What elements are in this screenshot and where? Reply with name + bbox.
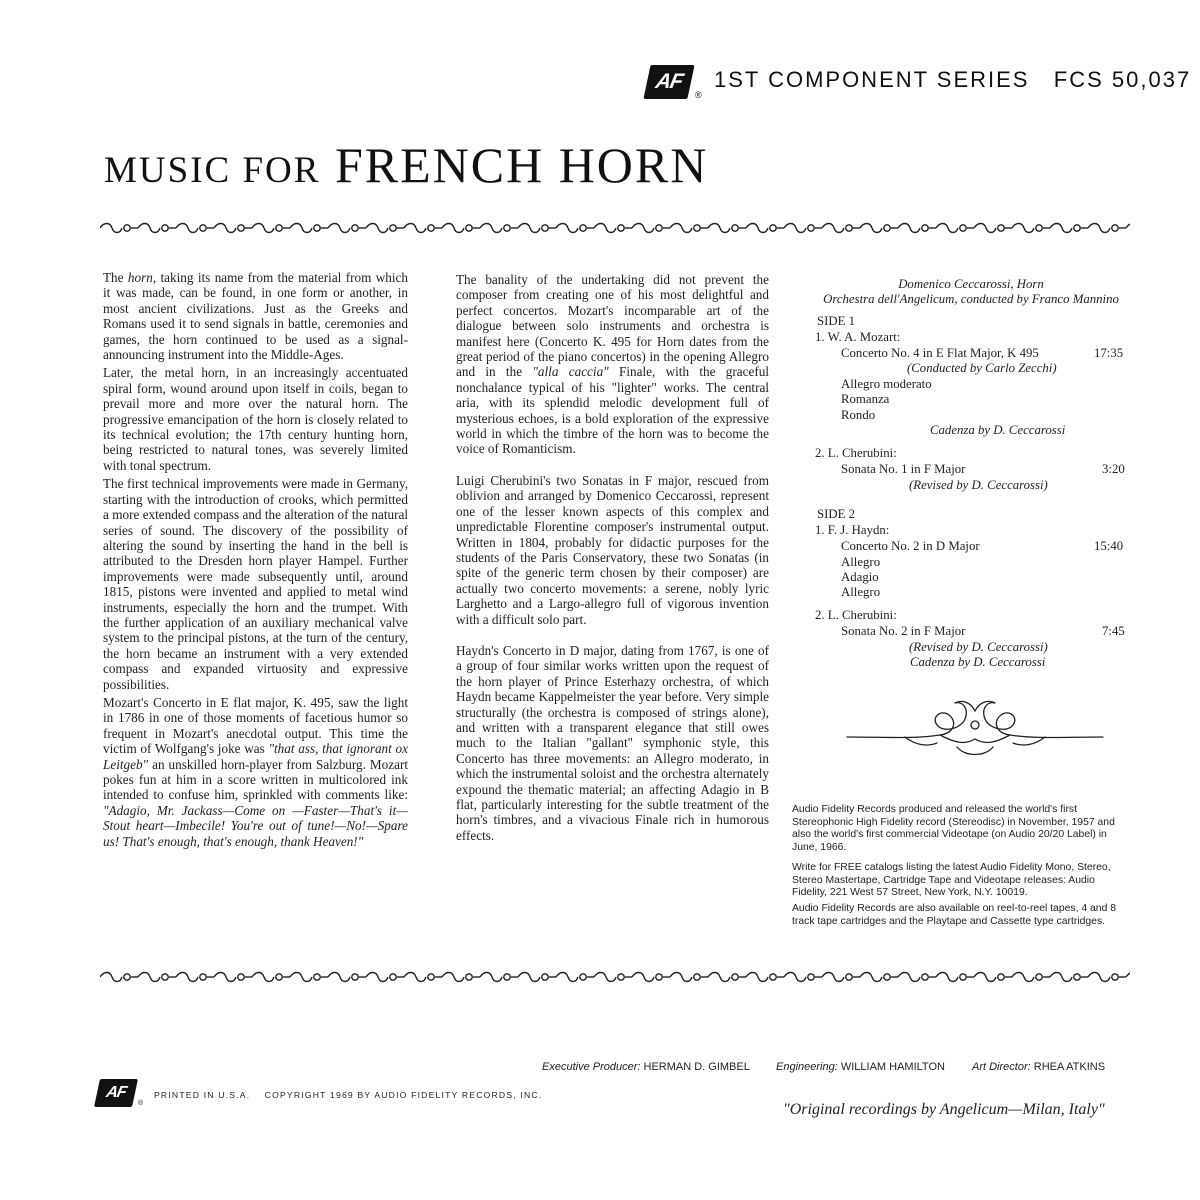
side-2-heading: SIDE 2 [817, 507, 856, 521]
emphasis-text: "alla caccia" [532, 364, 609, 380]
emphasis-text: horn [127, 270, 153, 285]
original-recordings-note: "Original recordings by Angelicum—Milan, Italy" [783, 1101, 1105, 1118]
liner-notes-column-1 [103, 270, 408, 849]
movement: Adagio [841, 570, 879, 584]
executive-producer-credit [542, 1061, 750, 1073]
body-text: Later, the metal horn, in an increasingly accentuated spiral form, wound around upon itself in coils, began to prevail more and more over the natural horn. The progressive emancipation of the horn is closely related to its technical evolution; the 17th century hunting horn, being restricted to natural tones, was severely limited with tonal spectrum. [103, 365, 408, 473]
credit-name: HERMAN D. GIMBEL [643, 1061, 750, 1073]
info-catalog: Write for FREE catalogs listing the latest Audio Fidelity Mono, Stereo, Stereo Mastertape, Cartridge Tape and Videotape releases: Audio Fidelity, 221 West 57 Street, New York, N.Y. 10019. [792, 862, 1111, 898]
track-work: Concerto No. 4 in E Flat Major, K 495 [841, 346, 1039, 360]
body-text: Mozart's Concerto in E flat major, K. 495, saw the light in 1786 in one of those moments of facetious humor so frequent in Mozart's anecdotal output. This time the victim of Wolfgang's joke was [103, 694, 408, 757]
track-duration: 3:20 [1102, 462, 1125, 476]
paragraph [103, 695, 408, 849]
logo-text: AF [653, 70, 685, 93]
credit-name: WILLIAM HAMILTON [840, 1061, 945, 1073]
movement: Allegro [841, 555, 881, 569]
performer-credit: Domenico Ceccarossi, Horn [898, 277, 1044, 291]
track-duration: 17:35 [1094, 346, 1124, 360]
movement: Allegro [841, 585, 881, 599]
paragraph [103, 476, 408, 692]
art-director-credit [972, 1061, 1105, 1073]
track-note: (Conducted by Carlo Zecchi) [907, 361, 1057, 375]
liner-notes-column-2 [456, 272, 769, 843]
body-text: , taking its name from the material from which it was made, can be found, in one form or another, in most ancient civilizations. Just as the Greeks and Romans used it to send signals in battle, ceremonies and games, the horn continued to be used as a signal-announcing instrument into the Middle-Ages. [103, 270, 408, 363]
credit-name: RHEA ATKINS [1033, 1061, 1106, 1073]
orchestra-credit: Orchestra dell'Angelicum, conducted by Franco Mannino [823, 292, 1119, 306]
track-composer: 1. F. J. Haydn: [815, 523, 890, 537]
registered-mark: ® [695, 90, 702, 100]
body-text: The banality of the undertaking did not prevent the composer from creating one of his most delightful and perfect concertos. Mozart's incomparable art of the dialogue between solo instruments and orchestra is manifest here (Concerto K. 495 for Horn dates from the great period of the piano concertos) in the opening Allegro and in the [456, 272, 769, 380]
track-work: Sonata No. 2 in F Major [841, 624, 966, 638]
body-text: Luigi Cherubini's two Sonatas in F major, rescued from oblivion and arranged by Domenico Ceccarossi, represent one of the lesser known aspects of this complex and unpredictable Florentine composer's instrumental output. Written in 1804, probably for didactic purposes for the students of the Paris Conservatory, these two Sonatas (in spite of the generic term chosen by their composer) are actually two concerto movements: a serene, nobly lyric Larghetto and a Largo-allegro full of vigorous invention with a difficult solo part. [456, 472, 769, 627]
audio-fidelity-logo-small [94, 1079, 138, 1107]
credit-role: Art Director: [972, 1061, 1031, 1073]
track-work: Concerto No. 2 in D Major [841, 539, 980, 553]
engineering-credit [776, 1061, 945, 1073]
credit-role: Engineering: [776, 1061, 838, 1073]
movement: Allegro moderato [841, 377, 932, 391]
decorative-flourish [845, 695, 1105, 765]
track-note: (Revised by D. Ceccarossi) [909, 640, 1048, 654]
paragraph [103, 270, 408, 362]
series-catalog-number: 1ST COMPONENT SERIES FCS 50,037 [714, 67, 1192, 92]
paragraph [456, 272, 769, 457]
side-1-heading: SIDE 1 [817, 314, 856, 328]
body-text: Haydn's Concerto in D major, dating from 1767, is one of a group of four similar works written upon the request of the horn player of Prince Esterhazy orchestra, of which Haydn became Kappelmeister the year before. Very simple structurally (the orchestra is composed of strings alone), and written with a transparent elegance that still owes much to the Italian "gallant" symphonic style, this Concerto has three movements: an Allegro moderato, in which the instrumental soloist and the orchestra alternately expound the thematic material; an affecting Adagio in B flat, particularly interesting for the subtle treatment of the horn's timbres, and a vivacious Finale rich in humorous effects. [456, 642, 769, 843]
body-text: Finale, with the graceful nonchalance typical of his "lighter" works. The central aria, with its splendid melodic development full of mysterious echoes, is a bold exploration of the expressive world in which the timbre of the horn was to become the voice of Romanticism. [456, 364, 769, 457]
cadenza-credit: Cadenza by D. Ceccarossi [910, 655, 1046, 669]
ornamental-border-bottom [100, 968, 1130, 986]
paragraph [103, 365, 408, 473]
registered-mark: ® [138, 1100, 144, 1107]
paragraph [456, 473, 769, 627]
track-composer: 2. L. Cherubini: [815, 446, 897, 460]
emphasis-text: "Adagio, Mr. Jackass—Come on —Faster—That's it—Stout heart—Imbecile! You're out of tune!—No!—Spare us! That's enough, that's enough, thank Heaven!" [103, 802, 408, 849]
logo-text: AF [104, 1084, 128, 1101]
body-text: The first technical improvements were made in Germany, starting with the introduction of crooks, which permitted a more extended compass and the alteration of the natural series of sound. The discovery of the possibility of altering the sound by inserting the hand in the bell is attributed to the Dresden horn player Hampel. Further improvements were made subsequently until, around 1815, pistons were invented and applied to metal wind instruments, especially the horn and the trumpet. With the further application of an auxiliary mechanical valve system to the principal pistons, at the turn of the century, the horn became an instrument with a very extended compass and expanded virtuosity and expressive possibilities. [103, 476, 408, 692]
credit-role: Executive Producer: [542, 1061, 641, 1073]
movement: Rondo [841, 408, 876, 422]
title-main: FRENCH HORN [334, 137, 709, 193]
track-note: (Revised by D. Ceccarossi) [909, 478, 1048, 492]
track-duration: 15:40 [1094, 539, 1124, 553]
track-composer: 2. L. Cherubini: [815, 608, 897, 622]
info-formats: Audio Fidelity Records are also available on reel-to-reel tapes, 4 and 8 track tape cartridges and the Playtape and Cassette type cartridges. [792, 903, 1117, 927]
body-text: an unskilled horn-player from Salzburg. Mozart pokes fun at him in a score written in multicolored ink intended to confuse him, sprinkled with comments like: [103, 756, 408, 803]
printed-copyright: PRINTED IN U.S.A. COPYRIGHT 1969 BY AUDIO FIDELITY RECORDS, INC. [154, 1090, 543, 1100]
album-title [104, 136, 708, 194]
track-work: Sonata No. 1 in F Major [841, 462, 966, 476]
ornamental-border-top [100, 219, 1130, 237]
cadenza-credit: Cadenza by D. Ceccarossi [930, 423, 1066, 437]
track-duration: 7:45 [1102, 624, 1125, 638]
track-listing [812, 277, 1130, 697]
emphasis-text: "that ass, that ignorant ox Leitgeb" [103, 741, 408, 772]
paragraph [456, 643, 769, 843]
movement: Romanza [841, 392, 890, 406]
body-text: The [103, 270, 128, 285]
track-composer: 1. W. A. Mozart: [815, 330, 901, 344]
title-prefix: MUSIC FOR [104, 150, 321, 191]
info-history: Audio Fidelity Records produced and released the world's first Stereophonic High Fidelity record (Stereodisc) in November, 1957 and also the world's first commercial Videotape (on Audio 20/20 Label) in June, 1966. [792, 804, 1115, 853]
audio-fidelity-logo [643, 65, 694, 99]
